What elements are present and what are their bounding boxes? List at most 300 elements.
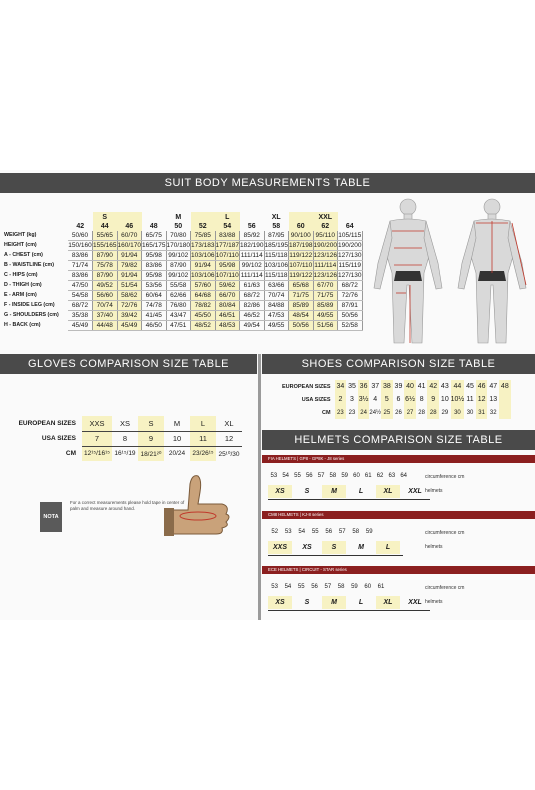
size-letter: XXL [313, 212, 338, 222]
glove-size-cell: 16¹⁵/19 [114, 450, 136, 458]
size-letter [68, 212, 93, 222]
shoe-size-cell: 4 [373, 396, 378, 403]
measurement-cell: 62/66 [166, 291, 191, 301]
measurement-cell: 70/80 [166, 231, 191, 241]
shoe-size-cell: 44 [451, 380, 465, 393]
glove-size-cell: 8 [112, 431, 138, 446]
measurement-cell: 68/72 [68, 301, 93, 311]
shoe-size-cell: 30 [451, 406, 465, 419]
measurement-cell: 187/198 [289, 242, 313, 250]
shoe-size-cell: 24 [358, 406, 370, 419]
measurement-cell: 103/106 [191, 252, 215, 260]
shoe-size-cell: 10 [440, 396, 449, 403]
glove-size-cell: XS [112, 416, 138, 431]
circumference-value: 55 [311, 529, 319, 535]
shoe-size-cell: 2 [335, 393, 347, 406]
section-divider [258, 354, 261, 620]
table-row [4, 251, 362, 261]
shoe-size-cell: 48 [499, 380, 511, 393]
measurement-cell: 105/115 [338, 232, 362, 240]
size-number: 52 [191, 222, 216, 231]
glove-size-cell: 7 [82, 431, 112, 446]
glove-size-cell: 11 [190, 431, 216, 446]
measurement-cell: 68/72 [240, 291, 265, 301]
size-row-spacer [4, 222, 68, 231]
table-row [282, 380, 511, 393]
measurement-cell: 85/89 [313, 301, 338, 311]
measurement-cell: 45/49 [117, 321, 142, 331]
size-letter [117, 212, 142, 222]
letter-row-spacer [4, 212, 68, 222]
measurement-cell: 87/91 [338, 301, 363, 311]
circumference-row [268, 529, 376, 535]
glove-size-cell: 10 [164, 431, 190, 446]
shoe-size-cell: 42 [427, 380, 439, 393]
circumference-value: 59 [351, 584, 358, 590]
size-letter [289, 212, 314, 222]
helmet-size-row [268, 596, 430, 609]
measurement-cell: 49/54 [240, 321, 265, 331]
helmet-size: XXS [268, 541, 292, 554]
glove-size-cell: 20/24 [168, 450, 186, 458]
measurement-cell: 123/126 [313, 252, 337, 260]
measurement-cell: 177/187 [215, 242, 239, 250]
table-row [4, 291, 362, 301]
shoe-size-cell: 46 [476, 380, 488, 393]
glove-size-cell: 12¹⁵/16¹⁵ [82, 446, 112, 461]
circumference-label: circumference cm [425, 585, 465, 591]
measurement-cell: 55/65 [93, 231, 118, 241]
glove-size-cell: 23/26¹⁵ [190, 446, 216, 461]
row-label: B - WAISTLINE (cm) [4, 262, 55, 269]
helmet-size: XS [268, 485, 292, 498]
measurement-cell: 67/70 [313, 281, 338, 291]
shoe-size-cell: 41 [417, 383, 426, 390]
circumference-row [268, 584, 388, 590]
row-label: F - INSIDE LEG (cm) [4, 302, 55, 309]
shoe-size-cell: 40 [404, 380, 416, 393]
size-letter [142, 212, 167, 222]
measurement-cell: 41/45 [142, 311, 167, 321]
measurement-cell: 190/200 [338, 242, 362, 250]
measurement-cell: 99/102 [166, 271, 191, 281]
helmet-size: M [322, 596, 346, 609]
circumference-value: 53 [271, 584, 278, 590]
measurement-cell: 80/84 [215, 301, 240, 311]
measurement-cell: 160/170 [117, 242, 141, 250]
measurement-cell: 37/40 [93, 311, 118, 321]
helmets-table-title: HELMETS COMPARISON SIZE TABLE [262, 430, 535, 450]
glove-size-cell: 25¹⁰/30 [218, 450, 240, 458]
measurement-cell: 111/114 [240, 272, 263, 280]
table-row [4, 311, 362, 321]
measurement-cell: 51/54 [117, 281, 142, 291]
measurement-cell: 165/175 [142, 242, 166, 250]
measurement-cell: 103/106 [264, 262, 288, 270]
helmet-size: XL [376, 485, 400, 498]
measurement-cell: 123/126 [313, 272, 337, 280]
circumference-value: 59 [365, 529, 373, 535]
circumference-value: 64 [400, 473, 407, 479]
circumference-value: 54 [298, 529, 306, 535]
measurement-cell: 46/52 [240, 311, 265, 321]
size-letter [240, 212, 265, 222]
circumference-value: 55 [297, 584, 305, 590]
measurement-cell: 85/89 [289, 301, 314, 311]
measurement-cell: 58/62 [117, 291, 142, 301]
size-number: 58 [272, 223, 281, 231]
measurement-cell: 83/86 [68, 271, 93, 281]
measurement-cell: 49/55 [313, 311, 338, 321]
circumference-value: 56 [325, 529, 333, 535]
shoe-size-cell: 8 [419, 396, 424, 403]
row-label: A - CHEST (cm) [4, 252, 43, 259]
glove-size-cell: S [138, 416, 164, 431]
measurement-cell: 119/122 [289, 252, 313, 260]
measurement-cell: 75/78 [93, 261, 118, 271]
measurement-cell: 107/110 [215, 272, 239, 280]
table-row [4, 321, 362, 331]
circumference-value: 54 [284, 584, 292, 590]
suit-table-title: SUIT BODY MEASUREMENTS TABLE [0, 173, 535, 193]
table-row [10, 431, 242, 446]
helmet-size-underline [268, 555, 403, 556]
shoe-size-cell: 27 [404, 406, 416, 419]
measurement-cell: 48/53 [215, 321, 240, 331]
circumference-label: circumference cm [425, 474, 465, 480]
row-label: USA SIZES [301, 396, 331, 403]
shoe-size-cell: 43 [440, 383, 449, 390]
size-number: 50 [174, 223, 183, 231]
shoe-size-cell: 45 [466, 383, 474, 390]
row-label: WEIGHT (kg) [4, 232, 37, 239]
measurement-cell: 103/106 [191, 272, 215, 280]
gloves-table-title: GLOVES COMPARISON SIZE TABLE [0, 354, 257, 374]
measurement-cell: 95/98 [215, 261, 240, 271]
circumference-value: 53 [270, 473, 278, 479]
measurement-cell: 48/52 [191, 321, 216, 331]
row-label: D - THIGH (cm) [4, 282, 42, 289]
measurement-cell: 64/68 [191, 291, 216, 301]
shoe-size-cell: 25 [381, 406, 393, 419]
circumference-value: 57 [338, 529, 346, 535]
measurement-cell: 57/60 [191, 281, 216, 291]
helmets-label: helmets [425, 599, 443, 605]
row-label: C - HIPS (cm) [4, 272, 38, 279]
measurement-cell: 170/180 [166, 242, 190, 250]
table-row [4, 271, 362, 281]
helmet-size-underline [268, 610, 430, 611]
measurement-cell: 90/100 [289, 231, 314, 241]
helmet-group-bar: ECE HELMETS | CIRCUIT - STAR series [262, 566, 535, 574]
helmets-label: helmets [425, 544, 443, 550]
shoe-size-cell: 23 [348, 409, 356, 416]
body-mannequin-figures [360, 193, 535, 353]
shoe-size-cell: 10½ [451, 393, 465, 406]
measurement-cell: 71/75 [313, 291, 338, 301]
shoe-size-cell: 32 [489, 409, 497, 416]
measurement-cell: 71/74 [68, 261, 93, 271]
shoe-size-cell: 9 [427, 393, 439, 406]
helmet-size: XXL [408, 599, 422, 606]
circumference-value: 61 [377, 584, 385, 590]
measurement-cell: 47/51 [166, 321, 191, 331]
measurement-cell: 95/98 [142, 251, 167, 261]
measurement-cell: 111/114 [240, 252, 263, 260]
shoe-size-cell: 6½ [404, 393, 416, 406]
circumference-value: 62 [376, 473, 384, 479]
measurement-cell: 52/58 [338, 321, 363, 331]
measurement-cell: 72/76 [338, 291, 363, 301]
row-label: CM [65, 450, 76, 457]
measurement-cell: 99/102 [166, 251, 191, 261]
shoe-size-cell: 30 [466, 409, 474, 416]
helmet-size: S [304, 488, 310, 495]
row-label: EUROPEAN SIZES [282, 383, 331, 390]
shoe-size-cell: 38 [381, 380, 393, 393]
shoe-size-cell: 34 [335, 380, 347, 393]
circumference-value: 58 [337, 584, 345, 590]
measurement-cell: 173/183 [191, 242, 215, 250]
measurement-cell: 68/72 [338, 281, 363, 291]
measurement-cell: 87/90 [166, 261, 191, 271]
glove-size-cell: 9 [138, 431, 164, 446]
shoe-size-cell: 13 [489, 396, 498, 403]
measurement-cell: 76/80 [166, 301, 191, 311]
gloves-size-table [10, 416, 242, 461]
measurement-cell: 127/130 [338, 252, 362, 260]
glove-size-cell: 12 [216, 431, 242, 446]
size-letter: L [215, 212, 240, 222]
helmet-size: S [322, 541, 346, 554]
measurement-cell: 50/56 [338, 311, 363, 321]
circumference-value: 59 [341, 473, 349, 479]
measurement-cell: 44/48 [93, 321, 118, 331]
shoe-size-cell: 28 [427, 406, 439, 419]
row-label: G - SHOULDERS (cm) [4, 312, 59, 319]
helmet-size-row [268, 485, 430, 498]
circumference-value: 57 [324, 584, 332, 590]
measurement-cell: 61/63 [240, 281, 265, 291]
measurement-cell: 47/50 [68, 281, 93, 291]
measurement-cell: 84/88 [264, 301, 289, 311]
size-number: 60 [289, 222, 314, 231]
circumference-value: 60 [353, 473, 360, 479]
measurement-cell: 83/86 [142, 261, 167, 271]
measurement-cell: 75/85 [191, 231, 216, 241]
measurement-cell: 47/53 [264, 311, 289, 321]
circumference-value: 52 [271, 529, 279, 535]
helmet-size: L [376, 541, 400, 554]
circumference-label: circumference cm [425, 530, 465, 536]
helmet-size: XL [376, 596, 400, 609]
circumference-value: 53 [284, 529, 292, 535]
measurement-cell: 111/114 [314, 262, 337, 270]
shoe-size-cell: 11 [466, 396, 474, 403]
helmet-size: M [322, 485, 346, 498]
shoe-size-cell: 5 [381, 393, 393, 406]
measurement-cell: 182/190 [240, 242, 264, 250]
measurement-cell: 99/102 [240, 261, 265, 271]
size-number: 44 [93, 222, 118, 231]
shoe-size-cell: 6 [396, 396, 401, 403]
shoe-size-cell [499, 393, 511, 406]
measurement-cell: 150/160 [68, 242, 92, 250]
size-number: 46 [117, 222, 142, 231]
glove-size-cell: M [164, 416, 190, 431]
measurement-cell: 119/122 [289, 272, 313, 280]
measurement-cell: 70/74 [264, 291, 289, 301]
shoe-size-cell: 31 [476, 406, 488, 419]
table-row [282, 393, 511, 406]
circumference-value: 61 [364, 473, 372, 479]
shoe-size-cell: 47 [489, 383, 498, 390]
helmet-size: S [304, 599, 310, 606]
measurement-cell: 51/56 [313, 321, 338, 331]
circumference-value: 54 [282, 473, 290, 479]
measurement-cell: 53/56 [142, 281, 167, 291]
measurement-cell: 127/130 [338, 272, 362, 280]
shoe-size-cell: 39 [394, 383, 403, 390]
helmet-size: XS [302, 544, 312, 551]
measurement-cell: 60/64 [142, 291, 167, 301]
measurement-cell: 87/90 [93, 271, 118, 281]
measurement-cell: 45/49 [68, 321, 93, 331]
shoe-size-cell: 36 [358, 380, 370, 393]
measurement-cell: 66/70 [215, 291, 240, 301]
measurement-cell: 63/66 [264, 281, 289, 291]
measurement-cell: 85/92 [240, 231, 265, 241]
circumference-value: 63 [388, 473, 396, 479]
measurement-cell: 48/54 [289, 311, 314, 321]
table-row [10, 416, 242, 431]
circumference-value: 57 [317, 473, 325, 479]
measurement-cell: 87/90 [93, 251, 118, 261]
size-number: 54 [215, 222, 240, 231]
size-number: 56 [247, 223, 256, 231]
circumference-value: 55 [294, 473, 301, 479]
size-letter: XL [271, 213, 281, 221]
measurement-cell: 56/60 [93, 291, 118, 301]
helmet-size: XXL [408, 488, 422, 495]
row-label: CM [322, 409, 331, 416]
circumference-row [268, 473, 410, 479]
shoes-size-table [282, 380, 511, 419]
size-number: 62 [313, 222, 338, 231]
thumbs-up-hand-icon [160, 470, 240, 540]
measurement-cell: 91/94 [117, 251, 142, 261]
measurement-cell: 50/60 [68, 231, 93, 241]
helmet-size: M [358, 544, 364, 551]
measurement-cell: 95/98 [142, 271, 167, 281]
measurement-cell: 45/50 [191, 311, 216, 321]
measurement-cell: 35/38 [68, 311, 93, 321]
measurement-cell: 59/62 [215, 281, 240, 291]
measurement-cell: 78/82 [191, 301, 216, 311]
glove-size-cell: XXS [82, 416, 112, 431]
measurement-cell: 83/86 [68, 251, 93, 261]
shoe-size-cell: 29 [441, 409, 449, 416]
nota-text: For a correct measurements please hold tape in center of palm and measure around hand. [70, 500, 185, 511]
measurement-cell: 87/95 [264, 231, 289, 241]
helmet-group-bar: CM8 HELMETS | KJ-8 series [262, 511, 535, 519]
measurement-cell: 49/55 [264, 321, 289, 331]
row-label: E - ARM (cm) [4, 292, 37, 299]
helmet-size: L [358, 488, 364, 495]
measurement-cell: 65/75 [142, 231, 167, 241]
shoe-size-cell: 3 [350, 396, 354, 403]
measurement-cell: 79/82 [117, 261, 142, 271]
measurement-cell: 49/52 [93, 281, 118, 291]
shoe-size-cell: 37 [371, 383, 380, 390]
circumference-value: 58 [329, 473, 337, 479]
measurement-cell: 70/74 [93, 301, 118, 311]
measurement-cell: 107/110 [289, 262, 313, 270]
table-row [4, 261, 362, 271]
helmet-size: L [358, 599, 364, 606]
measurement-cell: 115/118 [264, 252, 288, 260]
helmet-size: XS [268, 596, 292, 609]
measurement-cell: 155/165 [93, 242, 117, 250]
measurement-cell: 65/68 [289, 281, 314, 291]
measurement-cell: 50/56 [289, 321, 314, 331]
shoe-size-cell: 12 [476, 393, 488, 406]
table-row [4, 231, 362, 241]
table-row [4, 281, 362, 291]
suit-measurements-table [4, 212, 363, 331]
measurement-cell: 74/78 [142, 301, 167, 311]
circumference-value: 56 [311, 584, 318, 590]
measurement-cell: 43/47 [166, 311, 191, 321]
shoe-size-cell: 28 [418, 409, 425, 416]
circumference-value: 56 [305, 473, 313, 479]
measurement-cell: 55/58 [166, 281, 191, 291]
size-letter [338, 212, 363, 222]
shoe-size-cell: 24½ [369, 409, 382, 416]
glove-size-cell: XL [216, 416, 242, 431]
circumference-value: 60 [364, 584, 372, 590]
measurement-cell: 54/58 [68, 291, 93, 301]
measurement-cell: 95/110 [313, 231, 338, 241]
shoe-size-cell: 23 [335, 406, 347, 419]
table-row [4, 301, 362, 311]
size-number: 48 [149, 223, 158, 231]
measurement-cell: 107/110 [215, 252, 239, 260]
measurement-cell: 72/76 [117, 301, 142, 311]
measurement-cell: 115/118 [264, 272, 288, 280]
measurement-cell: 46/51 [215, 311, 240, 321]
measurement-cell: 115/119 [338, 262, 362, 270]
row-label: HEIGHT (cm) [4, 242, 37, 249]
helmet-size-row [268, 541, 403, 554]
shoe-size-cell: 26 [395, 409, 402, 416]
shoe-size-cell: 3½ [358, 393, 370, 406]
row-label: H - BACK (cm) [4, 322, 41, 329]
measurement-cell: 91/94 [191, 261, 216, 271]
measurement-cell: 190/200 [313, 242, 337, 250]
size-number: 64 [345, 223, 354, 231]
measurement-cell: 46/50 [142, 321, 167, 331]
measurement-cell: 60/70 [117, 231, 142, 241]
row-label: EUROPEAN SIZES [18, 420, 76, 427]
helmets-label: helmets [425, 488, 443, 494]
glove-size-cell: 18/21²⁰ [138, 446, 164, 461]
shoe-size-cell: 35 [348, 383, 356, 390]
size-number: 42 [76, 223, 85, 231]
measurement-cell: 71/75 [289, 291, 314, 301]
table-row [10, 446, 242, 461]
measurement-cell: 83/88 [215, 231, 240, 241]
